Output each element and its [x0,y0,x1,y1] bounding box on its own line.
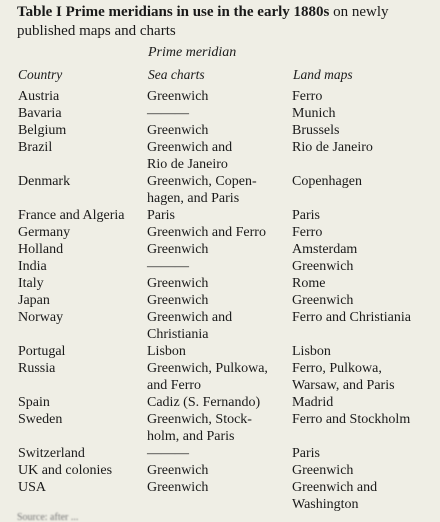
cell-sea: Greenwich [147,123,209,138]
cell-country: Bavaria [18,106,62,121]
cell-sea: Greenwich [147,293,209,308]
cell-sea: Greenwich, Copen- hagen, and Paris [147,174,257,206]
cell-country: Holland [18,242,64,257]
table-row [0,462,440,479]
cell-sea: ——— [147,259,189,274]
cell-country: India [18,259,47,274]
table-row [0,445,440,462]
table-title [17,3,437,41]
cell-land: Greenwich [292,463,354,478]
cell-sea: Greenwich and Christiania [147,310,233,342]
table-row [0,275,440,292]
cell-country: France and Algeria [18,208,125,223]
cell-land: Paris [292,446,320,461]
table-row [0,292,440,309]
cell-country: Germany [18,225,71,240]
table-row [0,207,440,224]
column-header-land-maps: Land maps [293,67,353,82]
cell-land: Greenwich [292,259,354,274]
table-row [0,394,440,411]
table-row [0,88,440,105]
cell-land: Paris [292,208,320,223]
cell-sea: Greenwich [147,89,209,104]
cell-sea: Greenwich, Pulkowa, and Ferro [147,361,268,393]
cell-land: Ferro [292,225,323,240]
cell-sea: Greenwich [147,480,209,495]
table-row [0,224,440,241]
cell-country: Belgium [18,123,67,138]
cell-sea: ——— [147,446,189,461]
cell-sea: Cadiz (S. Fernando) [147,395,261,410]
table-title-rest: on newly published maps and charts [17,4,389,39]
cell-sea: ——— [147,106,189,121]
table-row [0,173,440,207]
cell-country: USA [18,480,47,495]
cell-land: Ferro and Christiania [292,310,411,325]
table-row [0,122,440,139]
table-footnote: Source: after ... [17,512,79,522]
cell-land: Rio de Janeiro [292,140,373,155]
cell-country: Switzerland [18,446,85,461]
column-header-country: Country [18,67,63,82]
cell-sea: Paris [147,208,175,223]
cell-land: Greenwich and Washington [292,480,378,512]
cell-sea: Greenwich and Ferro [147,225,266,240]
column-header-sea-charts: Sea charts [148,67,205,82]
cell-land: Amsterdam [292,242,358,257]
cell-land: Ferro [292,89,323,104]
cell-land: Madrid [292,395,334,410]
meridian-table [0,88,440,513]
table-row [0,343,440,360]
cell-sea: Greenwich [147,463,209,478]
cell-sea: Lisbon [147,344,186,359]
table-title-bold: Table I Prime meridians in use in the early 1880s [17,4,330,20]
cell-sea: Greenwich and Rio de Janeiro [147,140,233,172]
cell-sea: Greenwich [147,276,209,291]
cell-country: Sweden [18,412,63,427]
table-row [0,105,440,122]
cell-country: Spain [18,395,50,410]
cell-land: Brussels [292,123,340,138]
table-row [0,309,440,343]
cell-sea: Greenwich [147,242,209,257]
table-row [0,258,440,275]
cell-country: Italy [18,276,44,291]
cell-country: Norway [18,310,64,325]
table-row [0,479,440,513]
cell-land: Rome [292,276,326,291]
cell-country: Austria [18,89,60,104]
table-row [0,241,440,258]
prime-meridian-subheading: Prime meridian [148,45,237,60]
cell-land: Ferro and Stockholm [292,412,411,427]
cell-country: Denmark [18,174,71,189]
table-row [0,139,440,173]
cell-country: Brazil [18,140,53,155]
table-row [0,360,440,394]
table-row [0,411,440,445]
cell-land: Lisbon [292,344,331,359]
cell-land: Copenhagen [292,174,362,189]
cell-country: Portugal [18,344,66,359]
cell-country: Russia [18,361,56,376]
cell-sea: Greenwich, Stock- holm, and Paris [147,412,252,444]
cell-land: Ferro, Pulkowa, Warsaw, and Paris [292,361,395,393]
cell-country: Japan [18,293,50,308]
cell-country: UK and colonies [18,463,113,478]
cell-land: Greenwich [292,293,354,308]
cell-land: Munich [292,106,336,121]
